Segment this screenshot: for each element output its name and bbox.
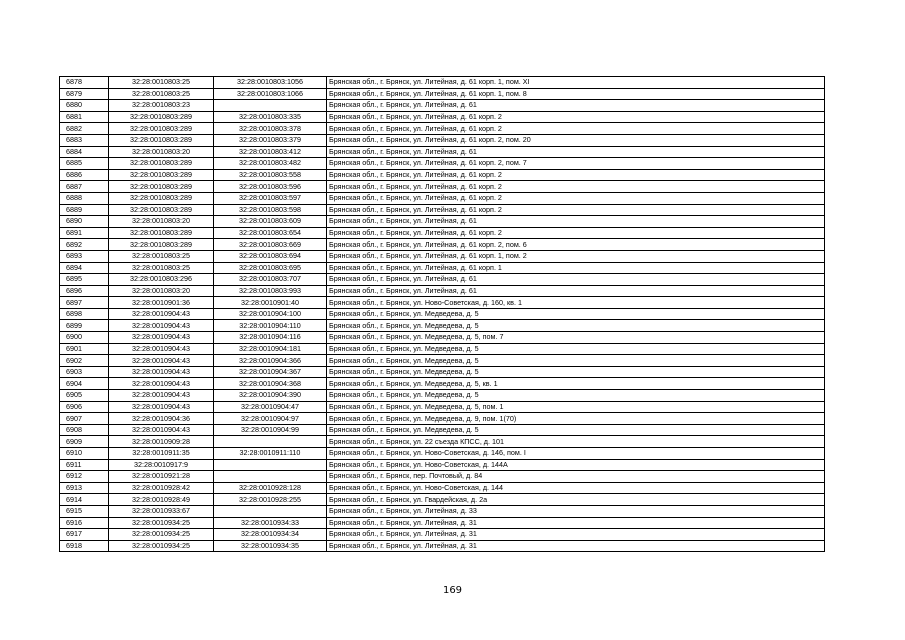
row-number-cell: 6909 (60, 436, 109, 448)
parcel-cadastral-cell: 32:28:0010904:43 (109, 378, 214, 390)
address-cell: Брянская обл., г. Брянск, ул. Литейная, д. 61 (327, 146, 825, 158)
object-cadastral-cell: 32:28:0010904:97 (214, 413, 327, 425)
row-number-cell: 6878 (60, 77, 109, 89)
row-number-cell: 6884 (60, 146, 109, 158)
row-number-cell: 6914 (60, 494, 109, 506)
table-row (60, 169, 825, 181)
property-table-body (60, 77, 825, 552)
row-number-cell: 6900 (60, 332, 109, 344)
row-number-cell: 6889 (60, 204, 109, 216)
address-cell: Брянская обл., г. Брянск, ул. Медведева, д. 5 (327, 390, 825, 402)
address-cell: Брянская обл., г. Брянск, ул. Медведева, д. 5, пом. 7 (327, 332, 825, 344)
object-cadastral-cell: 32:28:0010901:40 (214, 297, 327, 309)
table-row (60, 192, 825, 204)
parcel-cadastral-cell: 32:28:0010933:67 (109, 505, 214, 517)
table-row (60, 158, 825, 170)
parcel-cadastral-cell: 32:28:0010904:43 (109, 343, 214, 355)
address-cell: Брянская обл., г. Брянск, ул. Литейная, д. 31 (327, 529, 825, 541)
table-row (60, 378, 825, 390)
parcel-cadastral-cell: 32:28:0010803:25 (109, 88, 214, 100)
address-cell: Брянская обл., г. Брянск, ул. Медведева, д. 5, пом. 1 (327, 401, 825, 413)
address-cell: Брянская обл., г. Брянск, ул. Гвардейская, д. 2а (327, 494, 825, 506)
table-row (60, 413, 825, 425)
table-row (60, 459, 825, 471)
address-cell: Брянская обл., г. Брянск, ул. Литейная, д. 61 (327, 274, 825, 286)
object-cadastral-cell: 32:28:0010803:379 (214, 134, 327, 146)
row-number-cell: 6882 (60, 123, 109, 135)
table-row (60, 343, 825, 355)
table-row (60, 250, 825, 262)
address-cell: Брянская обл., г. Брянск, ул. Медведева, д. 5 (327, 424, 825, 436)
table-row (60, 274, 825, 286)
table-row (60, 134, 825, 146)
object-cadastral-cell (214, 471, 327, 483)
row-number-cell: 6904 (60, 378, 109, 390)
address-cell: Брянская обл., г. Брянск, ул. Литейная, д. 61 корп. 1, пом. 2 (327, 250, 825, 262)
row-number-cell: 6906 (60, 401, 109, 413)
table-row (60, 390, 825, 402)
parcel-cadastral-cell: 32:28:0010803:289 (109, 158, 214, 170)
table-row (60, 366, 825, 378)
table-row (60, 204, 825, 216)
object-cadastral-cell (214, 100, 327, 112)
property-table (59, 76, 825, 552)
parcel-cadastral-cell: 32:28:0010803:289 (109, 227, 214, 239)
row-number-cell: 6903 (60, 366, 109, 378)
table-row (60, 239, 825, 251)
object-cadastral-cell: 32:28:0010803:598 (214, 204, 327, 216)
parcel-cadastral-cell: 32:28:0010934:25 (109, 529, 214, 541)
address-cell: Брянская обл., г. Брянск, ул. Литейная, д. 61 (327, 100, 825, 112)
address-cell: Брянская обл., г. Брянск, ул. Медведева, д. 5 (327, 343, 825, 355)
row-number-cell: 6896 (60, 285, 109, 297)
parcel-cadastral-cell: 32:28:0010803:289 (109, 134, 214, 146)
page-number: 169 (442, 585, 463, 596)
parcel-cadastral-cell: 32:28:0010904:43 (109, 390, 214, 402)
row-number-cell: 6891 (60, 227, 109, 239)
parcel-cadastral-cell: 32:28:0010904:43 (109, 401, 214, 413)
address-cell: Брянская обл., г. Брянск, ул. Литейная, д. 61 корп. 2 (327, 111, 825, 123)
parcel-cadastral-cell: 32:28:0010901:36 (109, 297, 214, 309)
address-cell: Брянская обл., г. Брянск, ул. Литейная, д. 61 корп. 2, пом. 7 (327, 158, 825, 170)
table-row (60, 285, 825, 297)
object-cadastral-cell: 32:28:0010803:707 (214, 274, 327, 286)
parcel-cadastral-cell: 32:28:0010904:43 (109, 355, 214, 367)
parcel-cadastral-cell: 32:28:0010911:35 (109, 448, 214, 460)
address-cell: Брянская обл., г. Брянск, ул. Литейная, д. 61 корп. 2 (327, 181, 825, 193)
parcel-cadastral-cell: 32:28:0010803:289 (109, 239, 214, 251)
table-row (60, 482, 825, 494)
table-row (60, 505, 825, 517)
table-row (60, 517, 825, 529)
address-cell: Брянская обл., г. Брянск, ул. Литейная, д. 31 (327, 517, 825, 529)
object-cadastral-cell: 32:28:0010911:110 (214, 448, 327, 460)
table-row (60, 227, 825, 239)
address-cell: Брянская обл., г. Брянск, ул. Медведева, д. 5 (327, 320, 825, 332)
parcel-cadastral-cell: 32:28:0010904:43 (109, 332, 214, 344)
address-cell: Брянская обл., г. Брянск, ул. Медведева, д. 5 (327, 308, 825, 320)
row-number-cell: 6895 (60, 274, 109, 286)
parcel-cadastral-cell: 32:28:0010803:20 (109, 285, 214, 297)
row-number-cell: 6905 (60, 390, 109, 402)
table-row (60, 529, 825, 541)
table-row (60, 424, 825, 436)
address-cell: Брянская обл., г. Брянск, ул. Медведева, д. 5, кв. 1 (327, 378, 825, 390)
row-number-cell: 6898 (60, 308, 109, 320)
address-cell: Брянская обл., г. Брянск, ул. Литейная, д. 61 корп. 1, пом. 8 (327, 88, 825, 100)
address-cell: Брянская обл., г. Брянск, ул. Литейная, д. 61 корп. 2 (327, 123, 825, 135)
parcel-cadastral-cell: 32:28:0010803:289 (109, 181, 214, 193)
parcel-cadastral-cell: 32:28:0010928:42 (109, 482, 214, 494)
parcel-cadastral-cell: 32:28:0010904:43 (109, 308, 214, 320)
object-cadastral-cell: 32:28:0010803:482 (214, 158, 327, 170)
object-cadastral-cell: 32:28:0010904:181 (214, 343, 327, 355)
address-cell: Брянская обл., г. Брянск, ул. Медведева, д. 9, пом. 1(70) (327, 413, 825, 425)
address-cell: Брянская обл., г. Брянск, ул. Литейная, д. 61 корп. 2 (327, 227, 825, 239)
object-cadastral-cell: 32:28:0010934:34 (214, 529, 327, 541)
address-cell: Брянская обл., г. Брянск, ул. Литейная, д. 31 (327, 540, 825, 552)
address-cell: Брянская обл., г. Брянск, ул. Литейная, д. 61 корп. 1, пом. XI (327, 77, 825, 89)
address-cell: Брянская обл., г. Брянск, ул. Литейная, д. 61 корп. 2, пом. 20 (327, 134, 825, 146)
parcel-cadastral-cell: 32:28:0010921:28 (109, 471, 214, 483)
table-row (60, 355, 825, 367)
table-row (60, 494, 825, 506)
parcel-cadastral-cell: 32:28:0010803:289 (109, 169, 214, 181)
address-cell: Брянская обл., г. Брянск, ул. Ново-Советская, д. 144 (327, 482, 825, 494)
object-cadastral-cell (214, 505, 327, 517)
parcel-cadastral-cell: 32:28:0010803:23 (109, 100, 214, 112)
table-row (60, 123, 825, 135)
row-number-cell: 6902 (60, 355, 109, 367)
table-row (60, 111, 825, 123)
parcel-cadastral-cell: 32:28:0010928:49 (109, 494, 214, 506)
row-number-cell: 6918 (60, 540, 109, 552)
row-number-cell: 6887 (60, 181, 109, 193)
object-cadastral-cell (214, 459, 327, 471)
table-row (60, 401, 825, 413)
table-row (60, 540, 825, 552)
row-number-cell: 6879 (60, 88, 109, 100)
object-cadastral-cell: 32:28:0010904:366 (214, 355, 327, 367)
object-cadastral-cell: 32:28:0010803:694 (214, 250, 327, 262)
row-number-cell: 6917 (60, 529, 109, 541)
row-number-cell: 6916 (60, 517, 109, 529)
object-cadastral-cell: 32:28:0010803:1066 (214, 88, 327, 100)
address-cell: Брянская обл., г. Брянск, ул. Ново-Советская, д. 146, пом. I (327, 448, 825, 460)
parcel-cadastral-cell: 32:28:0010917:9 (109, 459, 214, 471)
table-row (60, 308, 825, 320)
address-cell: Брянская обл., г. Брянск, ул. Литейная, д. 61 корп. 2, пом. 6 (327, 239, 825, 251)
table-row (60, 146, 825, 158)
table-row (60, 471, 825, 483)
object-cadastral-cell: 32:28:0010803:596 (214, 181, 327, 193)
table-row (60, 332, 825, 344)
address-cell: Брянская обл., г. Брянск, ул. Литейная, д. 61 корп. 1 (327, 262, 825, 274)
object-cadastral-cell: 32:28:0010904:47 (214, 401, 327, 413)
row-number-cell: 6910 (60, 448, 109, 460)
row-number-cell: 6908 (60, 424, 109, 436)
row-number-cell: 6890 (60, 216, 109, 228)
address-cell: Брянская обл., г. Брянск, ул. Литейная, д. 61 (327, 216, 825, 228)
object-cadastral-cell: 32:28:0010803:335 (214, 111, 327, 123)
object-cadastral-cell: 32:28:0010904:110 (214, 320, 327, 332)
table-row (60, 88, 825, 100)
parcel-cadastral-cell: 32:28:0010803:25 (109, 77, 214, 89)
parcel-cadastral-cell: 32:28:0010803:20 (109, 216, 214, 228)
address-cell: Брянская обл., г. Брянск, ул. Медведева, д. 5 (327, 366, 825, 378)
row-number-cell: 6880 (60, 100, 109, 112)
object-cadastral-cell: 32:28:0010803:695 (214, 262, 327, 274)
address-cell: Брянская обл., г. Брянск, ул. Ново-Советская, д. 160, кв. 1 (327, 297, 825, 309)
object-cadastral-cell: 32:28:0010904:116 (214, 332, 327, 344)
table-row (60, 100, 825, 112)
row-number-cell: 6899 (60, 320, 109, 332)
object-cadastral-cell: 32:28:0010803:412 (214, 146, 327, 158)
object-cadastral-cell: 32:28:0010803:669 (214, 239, 327, 251)
parcel-cadastral-cell: 32:28:0010803:20 (109, 146, 214, 158)
address-cell: Брянская обл., г. Брянск, ул. Литейная, д. 61 (327, 285, 825, 297)
object-cadastral-cell: 32:28:0010803:609 (214, 216, 327, 228)
object-cadastral-cell: 32:28:0010904:390 (214, 390, 327, 402)
object-cadastral-cell: 32:28:0010934:35 (214, 540, 327, 552)
object-cadastral-cell: 32:28:0010803:654 (214, 227, 327, 239)
row-number-cell: 6883 (60, 134, 109, 146)
parcel-cadastral-cell: 32:28:0010803:289 (109, 192, 214, 204)
row-number-cell: 6885 (60, 158, 109, 170)
parcel-cadastral-cell: 32:28:0010803:289 (109, 204, 214, 216)
address-cell: Брянская обл., г. Брянск, ул. Литейная, д. 61 корп. 2 (327, 169, 825, 181)
object-cadastral-cell: 32:28:0010904:99 (214, 424, 327, 436)
row-number-cell: 6881 (60, 111, 109, 123)
table-row (60, 216, 825, 228)
parcel-cadastral-cell: 32:28:0010904:43 (109, 424, 214, 436)
object-cadastral-cell: 32:28:0010803:378 (214, 123, 327, 135)
row-number-cell: 6915 (60, 505, 109, 517)
row-number-cell: 6913 (60, 482, 109, 494)
parcel-cadastral-cell: 32:28:0010904:43 (109, 320, 214, 332)
address-cell: Брянская обл., г. Брянск, ул. Литейная, д. 61 корп. 2 (327, 204, 825, 216)
table-row (60, 297, 825, 309)
table-row (60, 77, 825, 89)
row-number-cell: 6893 (60, 250, 109, 262)
object-cadastral-cell: 32:28:0010904:367 (214, 366, 327, 378)
row-number-cell: 6888 (60, 192, 109, 204)
address-cell: Брянская обл., г. Брянск, ул. Ново-Советская, д. 144А (327, 459, 825, 471)
parcel-cadastral-cell: 32:28:0010904:43 (109, 366, 214, 378)
address-cell: Брянская обл., г. Брянск, ул. Литейная, д. 61 корп. 2 (327, 192, 825, 204)
parcel-cadastral-cell: 32:28:0010934:25 (109, 517, 214, 529)
object-cadastral-cell: 32:28:0010928:128 (214, 482, 327, 494)
parcel-cadastral-cell: 32:28:0010909:28 (109, 436, 214, 448)
object-cadastral-cell: 32:28:0010803:558 (214, 169, 327, 181)
table-row (60, 448, 825, 460)
table-row (60, 436, 825, 448)
object-cadastral-cell: 32:28:0010803:597 (214, 192, 327, 204)
row-number-cell: 6901 (60, 343, 109, 355)
object-cadastral-cell: 32:28:0010803:993 (214, 285, 327, 297)
row-number-cell: 6912 (60, 471, 109, 483)
row-number-cell: 6892 (60, 239, 109, 251)
parcel-cadastral-cell: 32:28:0010934:25 (109, 540, 214, 552)
address-cell: Брянская обл., г. Брянск, пер. Почтовый, д. 84 (327, 471, 825, 483)
object-cadastral-cell: 32:28:0010803:1056 (214, 77, 327, 89)
object-cadastral-cell: 32:28:0010928:255 (214, 494, 327, 506)
row-number-cell: 6886 (60, 169, 109, 181)
address-cell: Брянская обл., г. Брянск, ул. Литейная, д. 33 (327, 505, 825, 517)
address-cell: Брянская обл., г. Брянск, ул. Медведева, д. 5 (327, 355, 825, 367)
address-cell: Брянская обл., г. Брянск, ул. 22 съезда КПСС, д. 101 (327, 436, 825, 448)
row-number-cell: 6911 (60, 459, 109, 471)
parcel-cadastral-cell: 32:28:0010803:289 (109, 111, 214, 123)
parcel-cadastral-cell: 32:28:0010803:289 (109, 123, 214, 135)
object-cadastral-cell (214, 436, 327, 448)
table-row (60, 262, 825, 274)
row-number-cell: 6894 (60, 262, 109, 274)
object-cadastral-cell: 32:28:0010904:368 (214, 378, 327, 390)
parcel-cadastral-cell: 32:28:0010904:36 (109, 413, 214, 425)
parcel-cadastral-cell: 32:28:0010803:25 (109, 262, 214, 274)
parcel-cadastral-cell: 32:28:0010803:25 (109, 250, 214, 262)
table-row (60, 320, 825, 332)
table-row (60, 181, 825, 193)
row-number-cell: 6897 (60, 297, 109, 309)
row-number-cell: 6907 (60, 413, 109, 425)
object-cadastral-cell: 32:28:0010904:100 (214, 308, 327, 320)
parcel-cadastral-cell: 32:28:0010803:296 (109, 274, 214, 286)
object-cadastral-cell: 32:28:0010934:33 (214, 517, 327, 529)
